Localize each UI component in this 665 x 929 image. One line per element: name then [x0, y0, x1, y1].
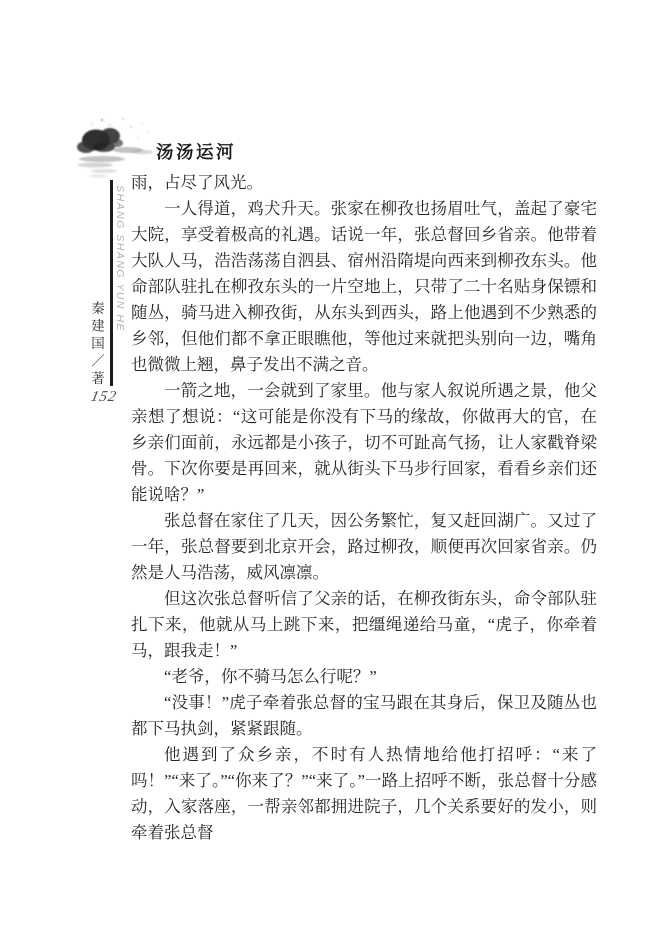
paragraph: 一人得道，鸡犬升天。张家在柳孜也扬眉吐气，盖起了豪宅大院，享受着极高的礼遇。话说一年，张总督回乡省亲。他带着大队人马，浩浩荡荡自泗县、宿州沿隋堤向西来到柳孜东头。他命部队驻扎在柳孜东头的一片空地上，只带了二十名贴身保镖和随丛，骑马进入柳孜街，从东头到西头，路上他遇到不少熟悉的乡邻，但他们都不拿正眼瞧他，等他过来就把头别向一边，嘴角也微微上翘，鼻子发出不满之音。 — [131, 199, 597, 374]
paragraph: “没事！”虎子牵着张总督的宝马跟在其身后，保卫及随丛也都下马执剑，紧紧跟随。 — [131, 693, 597, 738]
book-title: 汤汤运河 — [156, 142, 236, 162]
page-number: 152 — [89, 389, 119, 405]
paragraph: 雨，占尽了风光。 — [131, 173, 263, 192]
author-byline: 秦建国／著 — [89, 301, 104, 389]
body-text — [131, 170, 597, 846]
paragraph: 一箭之地，一会就到了家里。他与家人叙说所遇之景，他父亲想了想说：“这可能是你没有下马的缘故，你做再大的官，在乡亲们面前，永远都是小孩子，切不可趾高气扬，让人家戳脊梁骨。下次你要是再回来，就从街头下马步行回家，看看乡亲们还能说啥？” — [131, 381, 597, 504]
paragraph: 但这次张总督听信了父亲的话，在柳孜街东头，命令部队驻扎下来，他就从马上跳下来，把缰绳递给马童，“虎子，你牵着马，跟我走！” — [131, 589, 597, 660]
paragraph: 张总督在家住了几天，因公务繁忙，复又赶回湖广。又过了一年，张总督要到北京开会，路过柳孜，顺便再次回家省亲。仍然是人马浩荡，威风凛凛。 — [131, 511, 597, 582]
series-title-romanized: SHANG SHANG YUN HE — [114, 185, 126, 332]
sidebar-rule — [110, 180, 113, 386]
paragraph: “老爷，你不骑马怎么行呢？” — [164, 667, 377, 686]
paragraph: 他遇到了众乡亲，不时有人热情地给他打招呼：“来了吗！”“来了。”“你来了？”“来了。”一路上招呼不断，张总督十分感动，入家落座，一帮亲邻都拥进院子，几个关系要好的发小，则牵着张总督 — [131, 745, 597, 842]
